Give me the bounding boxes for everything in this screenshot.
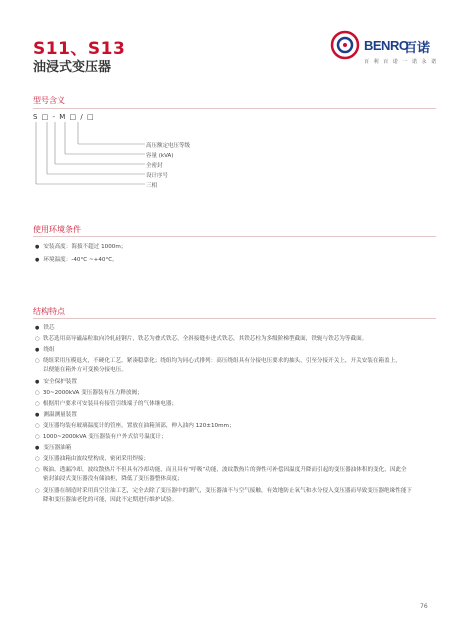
structure-section-title: 结构特点 xyxy=(33,307,65,316)
list-item-continued: 以便能在箱外方可变换分接电压。 xyxy=(43,367,127,373)
legend-item: 高压额定电压等级 xyxy=(146,143,191,149)
model-divider xyxy=(33,108,436,109)
logo-mark-icon xyxy=(330,30,360,60)
page-subtitle: 油浸式变压器 xyxy=(33,60,112,75)
list-item: ○ 根据用户要求可安装具有接管引线端子的气体继电器； xyxy=(35,400,435,409)
page-number: 76 xyxy=(420,603,428,610)
list-item: ● 环境温度：-40°C ~+40°C。 xyxy=(35,256,435,265)
list-item: ○ 吸油、透漏冷却，波纹散热片不但具有冷却功能，而且具有“呼吸”功能，波纹散热片的弹性可补偿因温度升降而引起的变压器油体积的变化，因此全 xyxy=(35,466,435,475)
list-item-continued: 密封油浸式变压器没有储油柜，降低了变压器整体高度； xyxy=(43,476,183,482)
list-item: ● 测温测量装置 xyxy=(35,411,435,420)
list-item: ● 安装高度：海拔不超过 1000m； xyxy=(35,243,435,252)
legend-item: 设计序号 xyxy=(146,173,169,179)
legend-item: 三相 xyxy=(146,183,158,189)
list-item: ○ 绕组采用压模退火，不硬化工艺，紧凑稳靠化；绕组均为同心式排列：高压绕组具有分接电压要求的抽头，引至分接开关上，开关安装在箱盖上， xyxy=(35,357,435,366)
list-item: ○ 变压器油箱由波纹壁构成，密闭采用焊接； xyxy=(35,455,435,464)
list-item: ○ 变压器在制造时采用真空注油工艺，完全去除了变压器中的潮气，变压器油不与空气接触，有效地防止氧气和水分侵入变压器而导致变压器绝缘性能下 xyxy=(35,487,435,496)
list-item: ○ 铁芯选用高导磁晶粒取向冷轧硅钢片，铁芯为叠式铁芯，全斜接缝步进式铁芯，其铁芯柱为多级阶梯型截面，铁轭与铁芯为等截面。 xyxy=(35,335,435,344)
list-item: ○ 1000~2000kVA 变压器装有户外式信号温度计； xyxy=(35,433,435,442)
list-item: ○ 变压器均装有玻璃温度计的管座，置放在油箱顶部，伸入油内 120±10mm； xyxy=(35,422,435,431)
brand-logo xyxy=(330,30,440,74)
page-title: S11、S13 xyxy=(33,39,126,59)
list-item: ● 绕组 xyxy=(35,346,435,355)
list-item: ○ 30~2000kVA 变压器装有压力释放阀； xyxy=(35,389,435,398)
legend-item: 全密封 xyxy=(146,163,163,169)
model-diagram xyxy=(33,122,153,192)
environment-divider xyxy=(33,236,436,237)
model-code: S □ - M □ / □ xyxy=(33,113,95,121)
environment-section-title: 使用环境条件 xyxy=(33,225,81,234)
list-item: ● 变压器油箱 xyxy=(35,444,435,453)
logo-text-en: BENRO xyxy=(364,38,409,53)
logo-slogan: 百 利 百 诺 一 诺 永 诺 xyxy=(364,59,438,65)
logo-text-cn: 百诺 xyxy=(404,41,431,56)
legend-item: 容量 (kVA) xyxy=(146,153,174,159)
structure-divider xyxy=(33,318,436,319)
list-item: ● 铁芯 xyxy=(35,324,435,333)
list-item-continued: 降和变压器油老化的可能，因此不定期进行维护试验。 xyxy=(43,497,178,503)
list-item: ● 安全保护装置 xyxy=(35,378,435,387)
model-section-title: 型号含义 xyxy=(33,96,65,105)
